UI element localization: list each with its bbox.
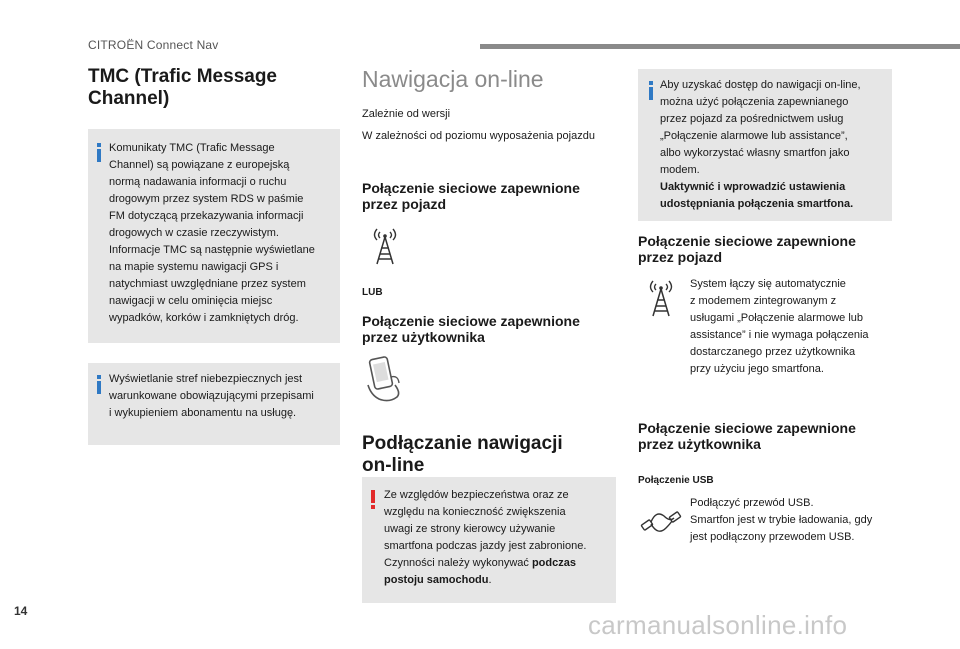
text-line: normą nadawania informacji o ruchu: [109, 176, 287, 188]
text-line: [660, 179, 890, 196]
text-line: Channel) są powiązane z europejską: [109, 159, 290, 171]
connect-online-nav-heading: Podłączanie nawigacji on-line: [362, 433, 563, 476]
info-icon: [645, 81, 659, 99]
danger-zones-info-box: [88, 363, 340, 445]
text-line: albo wykorzystać własny smartfon jako: [660, 147, 850, 159]
text-line: można użyć połączenia zapewnianego: [660, 96, 849, 108]
emphasis-text: Uaktywnić i wprowadzić ustawienia: [660, 181, 846, 193]
warning-icon: [368, 490, 378, 510]
text-line: usługami „Połączenie alarmowe lub: [690, 312, 864, 324]
usb-connection-label: Połączenie USB: [638, 475, 714, 486]
tmc-info-box: [88, 129, 340, 343]
text-line: FM dotyczącą przekazywania informacji: [109, 210, 304, 222]
text-line: na mapie systemu nawigacji GPS i: [109, 261, 279, 273]
safety-warning-text: [384, 487, 614, 589]
text-line: Podłączyć przewód USB.: [690, 497, 814, 509]
tmc-heading: TMC (Trafic Message Channel): [88, 66, 277, 109]
text-line: przez pojazd za pośrednictwem usług: [660, 113, 844, 125]
equipment-note: W zależności od poziomu wyposażenia pojazdu: [362, 130, 595, 142]
smartphone-hand-icon: [365, 355, 405, 407]
or-label: LUB: [362, 287, 383, 298]
text-line: drogowych w czasie rzeczywistym.: [109, 227, 279, 239]
watermark: carmanualsonline.info: [588, 610, 848, 640]
usb-cable-icon: [640, 502, 682, 540]
text-line: warunkowane obowiązującymi przepisami: [109, 390, 314, 402]
text-line: i wykupieniem abonamentu na usługę.: [109, 407, 297, 419]
text-line: Aby uzyskać dostęp do nawigacji on-line,: [660, 79, 861, 91]
vehicle-connection-heading: Połączenie sieciowe zapewnione przez pojazd: [362, 180, 580, 212]
text-line-part: Czynności należy wykonywać: [384, 557, 529, 569]
text-line: uwagi ze strony kierowcy używanie: [384, 523, 556, 535]
emphasis-text: podczas: [531, 557, 576, 569]
text-line: jest podłączony przewodem USB.: [690, 531, 855, 543]
text-line: Informacje TMC są następnie wyświetlane: [109, 244, 315, 256]
period: .: [488, 574, 492, 586]
user-connection-heading: Połączenie sieciowe zapewnione przez użytkownika: [362, 313, 580, 345]
safety-warning-box: [362, 477, 616, 603]
text-line: [384, 555, 614, 572]
version-note: Zależnie od wersji: [362, 108, 451, 120]
text-line: wypadków, korków i zamkniętych dróg.: [109, 312, 299, 324]
text-line: modem.: [660, 164, 700, 176]
text-line: drogowym przez system RDS w paśmie: [109, 193, 304, 205]
text-line: [384, 572, 614, 589]
antenna-icon: [644, 280, 678, 320]
online-access-info-box: [638, 69, 892, 221]
header-divider: [480, 44, 960, 49]
text-line: smartfona podczas jazdy jest zabronione.: [384, 540, 587, 552]
page-number: 14: [14, 604, 28, 618]
text-line: Wyświetlanie stref niebezpiecznych jest: [109, 373, 303, 385]
info-icon: [93, 375, 107, 393]
info-icon: [93, 143, 107, 161]
antenna-icon: [368, 228, 402, 268]
header-title: CITROËN Connect Nav: [88, 38, 219, 52]
text-line: natychmiast uwzględniane przez system: [109, 278, 306, 290]
text-line: „Połączenie alarmowe lub assistance”,: [660, 130, 848, 142]
online-access-text: [660, 77, 890, 213]
text-line: Komunikaty TMC (Trafic Message: [109, 142, 275, 154]
text-line: nawigacji w celu ominięcia miejsc: [109, 295, 273, 307]
danger-zones-text: [109, 371, 339, 422]
online-nav-heading: Nawigacja on-line: [362, 66, 544, 92]
text-line: dostarczanego przez użytkownika: [690, 346, 856, 358]
text-line: Ze względów bezpieczeństwa oraz ze: [384, 489, 569, 501]
text-line: przy użyciu jego smartfona.: [690, 363, 824, 375]
text-line: assistance” i nie wymaga połączenia: [690, 329, 869, 341]
text-line: Smartfon jest w trybie ładowania, gdy: [690, 514, 873, 526]
vehicle-connection-heading-2: Połączenie sieciowe zapewnione przez pojazd: [638, 233, 856, 265]
user-connection-heading-2: Połączenie sieciowe zapewnione przez użytkownika: [638, 420, 856, 452]
text-line: [660, 196, 890, 213]
text-line: System łączy się automatycznie: [690, 278, 846, 290]
text-line: z modemem zintegrowanym z: [690, 295, 837, 307]
text-line: względu na konieczność zwiększenia: [384, 506, 566, 518]
emphasis-text: postoju samochodu: [384, 574, 489, 586]
vehicle-connection-text: [690, 276, 895, 378]
tmc-info-text: [109, 140, 339, 327]
usb-connection-text: [690, 495, 895, 546]
emphasis-text: udostępniania połączenia smartfona.: [660, 198, 854, 210]
